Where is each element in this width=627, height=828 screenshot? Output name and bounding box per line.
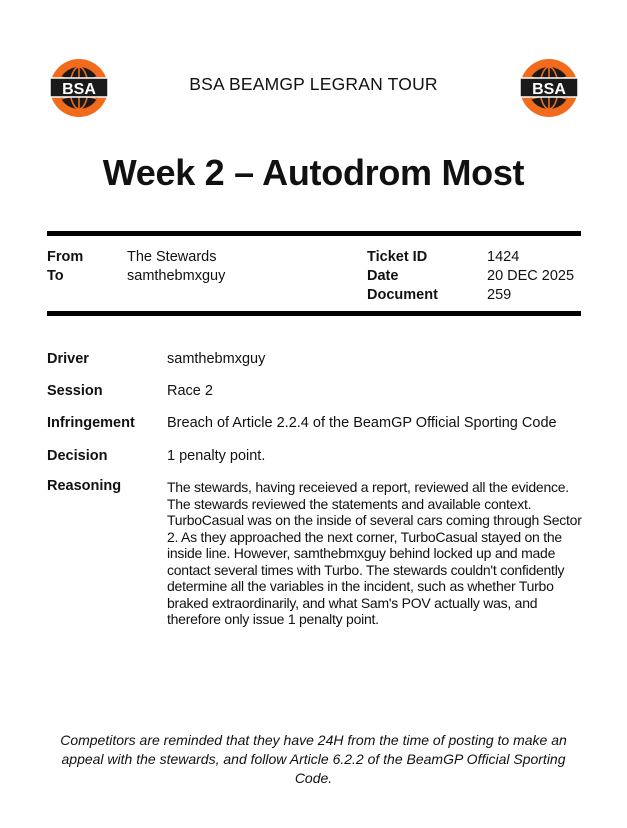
decision-value: 1 penalty point. [167,448,266,464]
to-label: To [47,268,64,284]
bsa-logo-right [517,57,581,119]
document-label: Document [367,287,438,303]
session-label: Session [47,383,103,399]
reasoning-label: Reasoning [47,478,122,494]
from-label: From [47,249,84,265]
ticket-id-label: Ticket ID [367,249,428,265]
meta-values-right [487,248,574,305]
logo-text: BSA [62,81,96,98]
meta-labels-right [367,248,438,305]
date-label: Date [367,268,399,284]
driver-value: samthebmxguy [167,351,266,367]
reasoning-text: The stewards, having receieved a report, reviewed all the evidence. The stewards reviewed the statements and available context. TurboCasual was on the inside of several cars coming through Sector 2. As they approached the next corner, TurboCasual stayed on the inside line. However, samthebmxguy behind locked up and made contact several times with Turbo. The stewards couldn't confidently determine all the variables in the incident, such as whether Turbo braked extraordinarily, and what Sam's POV actually was, and therefore only issue 1 penalty point. [167,479,582,627]
to-value: samthebmxguy [127,268,226,284]
top-divider [47,231,581,236]
from-value: The Stewards [127,249,217,265]
decision-label: Decision [47,448,108,464]
organization-name: BSA BEAMGP LEGRAN TOUR [189,74,438,94]
meta-values-left [127,248,225,286]
logo-text: BSA [532,81,566,98]
date-value: 20 DEC 2025 [487,268,575,284]
bottom-divider [47,311,581,316]
driver-label: Driver [47,351,89,367]
ticket-id-value: 1424 [487,249,520,265]
document-value: 259 [487,287,512,303]
infringement-value: Breach of Article 2.2.4 of the BeamGP Official Sporting Code [167,415,557,431]
appeal-notice: Competitors are reminded that they have 24H from the time of posting to make an appeal with the stewards, and follow Article 6.2.2 of the BeamGP Official Sporting Code. [60,732,567,786]
infringement-label: Infringement [47,415,135,431]
meta-labels-left [47,248,83,286]
document-title: Week 2 – Autodrom Most [102,152,525,193]
session-value: Race 2 [167,383,213,399]
